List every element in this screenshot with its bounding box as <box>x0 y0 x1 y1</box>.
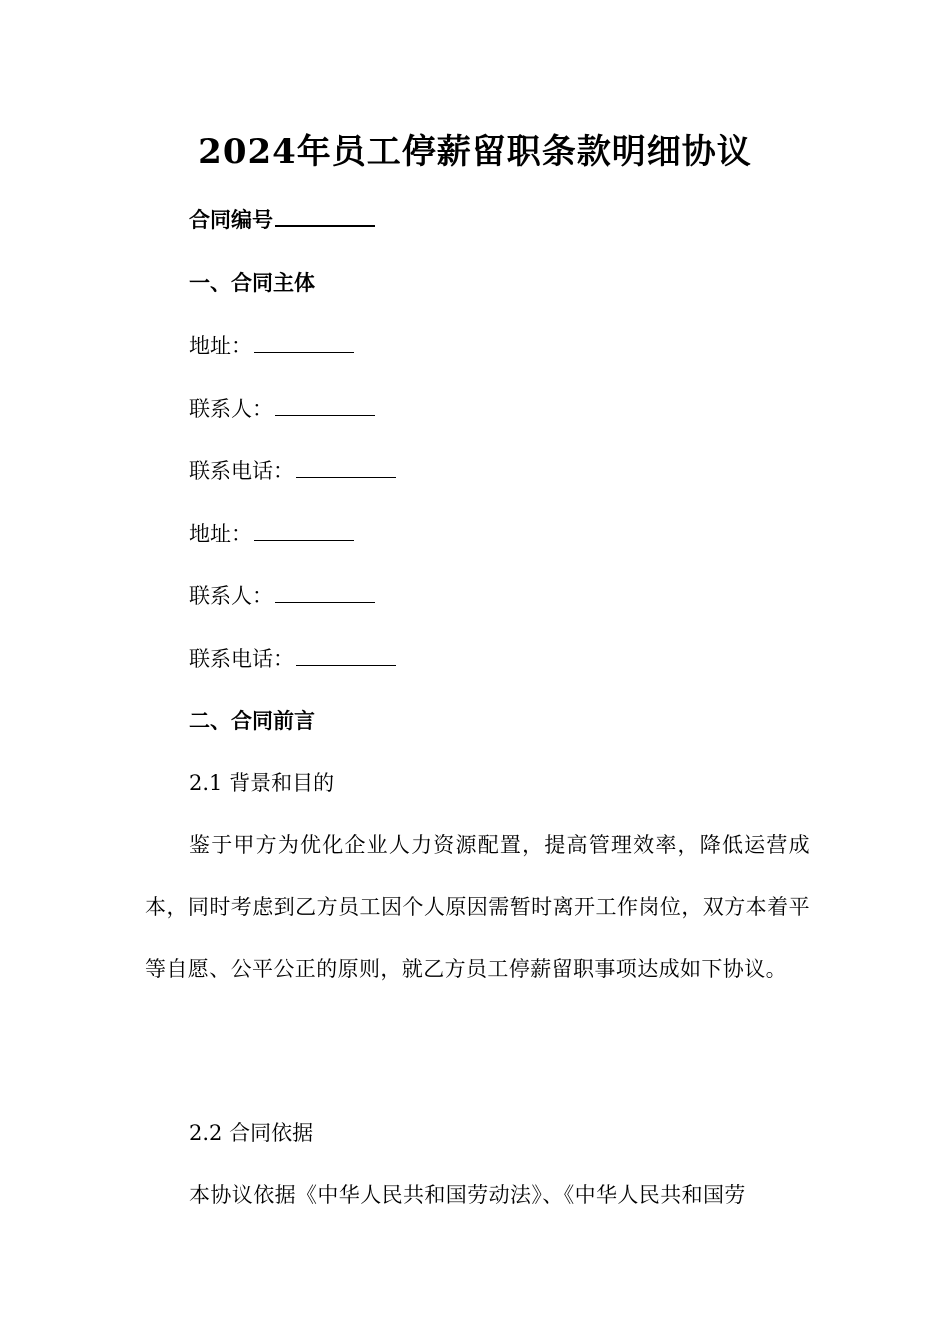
party-a-address-label: 地址： <box>189 334 252 358</box>
party-b-address-blank <box>254 520 354 541</box>
party-a-address-line <box>189 331 354 361</box>
party-b-contact-label: 联系人： <box>189 584 273 608</box>
party-a-phone-label: 联系电话： <box>189 459 294 483</box>
party-a-contact-line <box>189 394 375 424</box>
subsection-2-2-paragraph: 本协议依据《中华人民共和国劳动法》、《中华人民共和国劳 <box>189 1183 746 1207</box>
party-b-address-label: 地址： <box>189 522 252 546</box>
party-b-phone-label: 联系电话： <box>189 647 294 671</box>
document-title: 2024年员工停薪留职条款明细协议 <box>198 132 752 172</box>
section-1-heading: 一、合同主体 <box>189 270 315 295</box>
subsection-2-1-paragraph: 鉴于甲方为优化企业人力资源配置，提高管理效率，降低运营成本，同时考虑到乙方员工因个人原因需暂时离开工作岗位，双方本着平等自愿、公平公正的原则，就乙方员工停薪留职事项达成如下协议。 <box>145 833 810 981</box>
party-b-contact-line <box>189 581 375 611</box>
party-a-address-blank <box>254 332 354 353</box>
contract-number-label: 合同编号 <box>189 207 273 232</box>
party-b-phone-line <box>189 644 396 674</box>
party-b-phone-blank <box>296 645 396 666</box>
party-a-contact-blank <box>275 395 375 416</box>
subsection-2-1-heading: 2.1 背景和目的 <box>189 771 335 795</box>
contract-number-blank <box>275 205 375 227</box>
subsection-2-2-heading: 2.2 合同依据 <box>189 1121 314 1145</box>
party-b-contact-blank <box>275 582 375 603</box>
section-2-heading: 二、合同前言 <box>189 708 315 733</box>
party-a-phone-line <box>189 456 396 486</box>
party-b-address-line <box>189 519 354 549</box>
party-a-phone-blank <box>296 457 396 478</box>
party-a-contact-label: 联系人： <box>189 397 273 421</box>
contract-number-line <box>189 205 375 235</box>
